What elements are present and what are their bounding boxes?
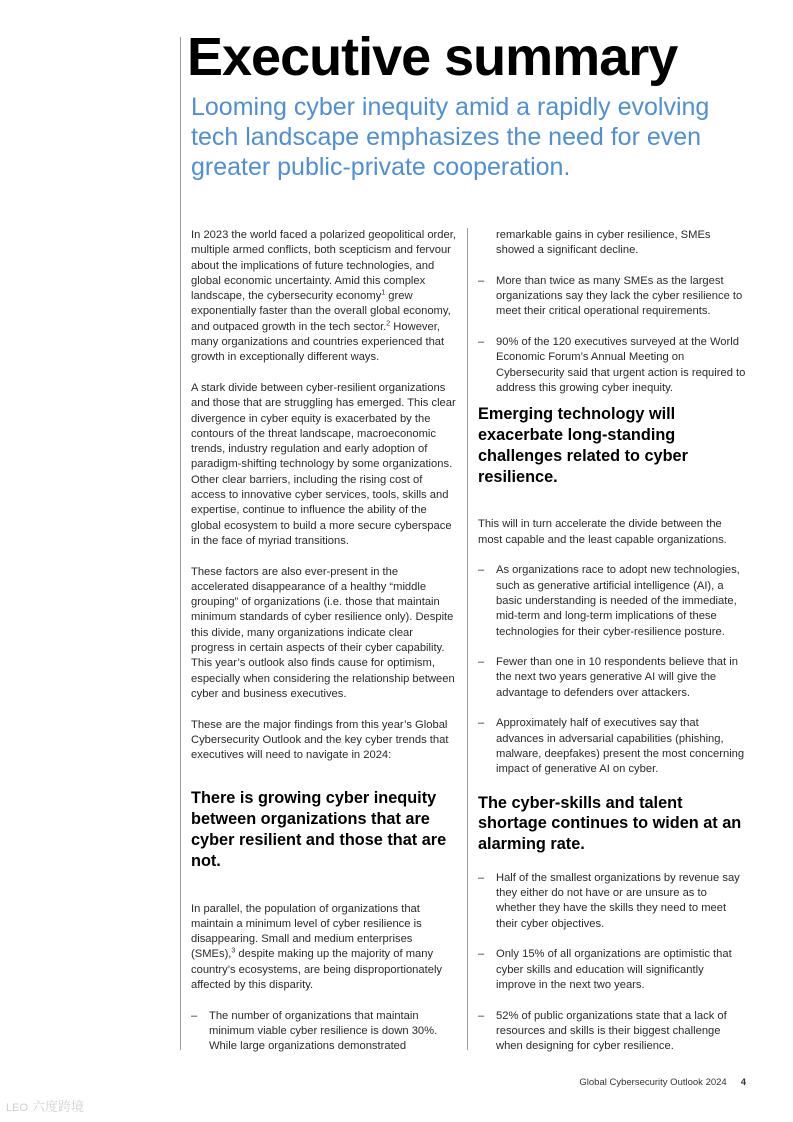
- list-item: – Half of the smallest organizations by revenue say they either do not have or are unsure as to whether they have the skills they need to meet their cyber objectives.: [478, 871, 746, 932]
- technology-bullets: [478, 563, 746, 777]
- list-item: – 52% of public organizations state that a lack of resources and skills is their biggest challenge when designing for cyber resilience.: [478, 1009, 746, 1055]
- section-heading-cyber-inequity: There is growing cyber inequity between organizations that are cyber resilient and those that are not.: [191, 789, 447, 870]
- list-item: – Fewer than one in 10 respondents believe that in the next two years generative AI will give the advantage to defenders over attackers.: [478, 655, 746, 701]
- inequity-bullets-continued: [478, 274, 746, 396]
- left-margin-rule: [180, 37, 181, 1050]
- sme-paragraph: In parallel, the population of organizations that maintain a minimum level of cyber resilience is disappearing. Small and medium enterprises (SMEs),$^3$ despite making up the majority of many country’s ecosystems, are being disproportionately affected by this disparity.: [191, 902, 443, 992]
- watermark-logo: LEO: [6, 1102, 29, 1114]
- list-item: – The number of organizations that maintain minimum viable cyber resilience is down 30%. While large organizations demonstrated: [191, 1009, 459, 1055]
- middle-grouping-paragraph: These factors are also ever-present in the accelerated disappearance of a healthy “middle grouping” of organizations (i.e. those that maintain minimum standards of cyber resilience only). Despite this divide, many organizations indicate clear progress in certain aspects of their cyber capability. This year’s outlook also finds cause for optimism, especially when considering the relationship between cyber and business executives.: [191, 565, 455, 700]
- list-item: – Approximately half of executives say that advances in adversarial capabilities (phishing, malware, deepfakes) present the most concerning impact of generative AI on cyber.: [478, 716, 746, 777]
- section-heading-emerging-technology: Emerging technology will exacerbate long-standing challenges related to cyber resilience.: [478, 405, 688, 486]
- left-column: [191, 228, 459, 1070]
- footnote-ref-3[interactable]: 3: [231, 947, 236, 955]
- page-title: Executive summary: [187, 27, 678, 87]
- section-heading-skills-shortage: The cyber-skills and talent shortage continues to widen at an alarming rate.: [478, 793, 742, 854]
- column-divider-rule: [467, 228, 468, 1050]
- findings-intro-paragraph: These are the major findings from this year’s Global Cybersecurity Outlook and the key cyber trends that executives will need to navigate in 2024:: [191, 718, 449, 762]
- continued-bullet-text: remarkable gains in cyber resilience, SMEs showed a significant decline.: [496, 229, 711, 257]
- divide-acceleration-paragraph: This will in turn accelerate the divide between the most capable and the least capable organizations.: [478, 518, 727, 546]
- list-item: – Only 15% of all organizations are optimistic that cyber skills and education will significantly improve in the next two years.: [478, 947, 746, 993]
- intro-paragraph: In 2023 the world faced a polarized geopolitical order, multiple armed conflicts, both scepticism and fervour about the implications of future technologies, and global economic uncertainty. Amid this complex landscape, the cybersecurity economy$^1$ grew exponentially faster than the overall global economy, and outpaced growth in the tech sector.$^2$ However, many organizations and countries experienced that growth in exceptionally different ways.: [191, 229, 456, 364]
- list-item: – 90% of the 120 executives surveyed at the World Economic Forum’s Annual Meeting on Cybersecurity said that urgent action is required to address this growing cyber inequity.: [478, 335, 746, 396]
- divide-paragraph: A stark divide between cyber-resilient organizations and those that are struggling has emerged. This clear divergence in cyber equity is exacerbated by the contours of the threat landscape, macroeconomic trends, industry regulation and early adoption of paradigm-shifting technology by some organizations. Other clear barriers, including the rising cost of access to innovative cyber services, tools, skills and expertise, continue to influence the ability of the global ecosystem to build a more secure cyberspace in the face of myriad transitions.: [191, 381, 456, 547]
- watermark-text: 六度跨境: [32, 1099, 85, 1114]
- watermark: [6, 1096, 84, 1115]
- list-item: – More than twice as many SMEs as the largest organizations say they lack the cyber resilience to meet their critical operational requirements.: [478, 274, 746, 320]
- publication-name: Global Cybersecurity Outlook 2024: [579, 1077, 727, 1088]
- page-footer: [579, 1077, 746, 1088]
- list-item: – As organizations race to adopt new technologies, such as generative artificial intelligence (AI), a basic understanding is needed of the immediate, mid-term and long-term implications of these technologies for their cyber-resilience posture.: [478, 563, 746, 639]
- inequity-bullets: [191, 1009, 459, 1055]
- right-column: [478, 228, 746, 1070]
- page-number: 4: [740, 1077, 746, 1088]
- footnote-ref-1[interactable]: 1: [381, 289, 386, 297]
- skills-bullets: [478, 871, 746, 1055]
- footnote-ref-2[interactable]: 2: [386, 320, 391, 328]
- page-subtitle: Looming cyber inequity amid a rapidly evolving tech landscape emphasizes the need for even greater public-private cooperation.: [191, 93, 710, 181]
